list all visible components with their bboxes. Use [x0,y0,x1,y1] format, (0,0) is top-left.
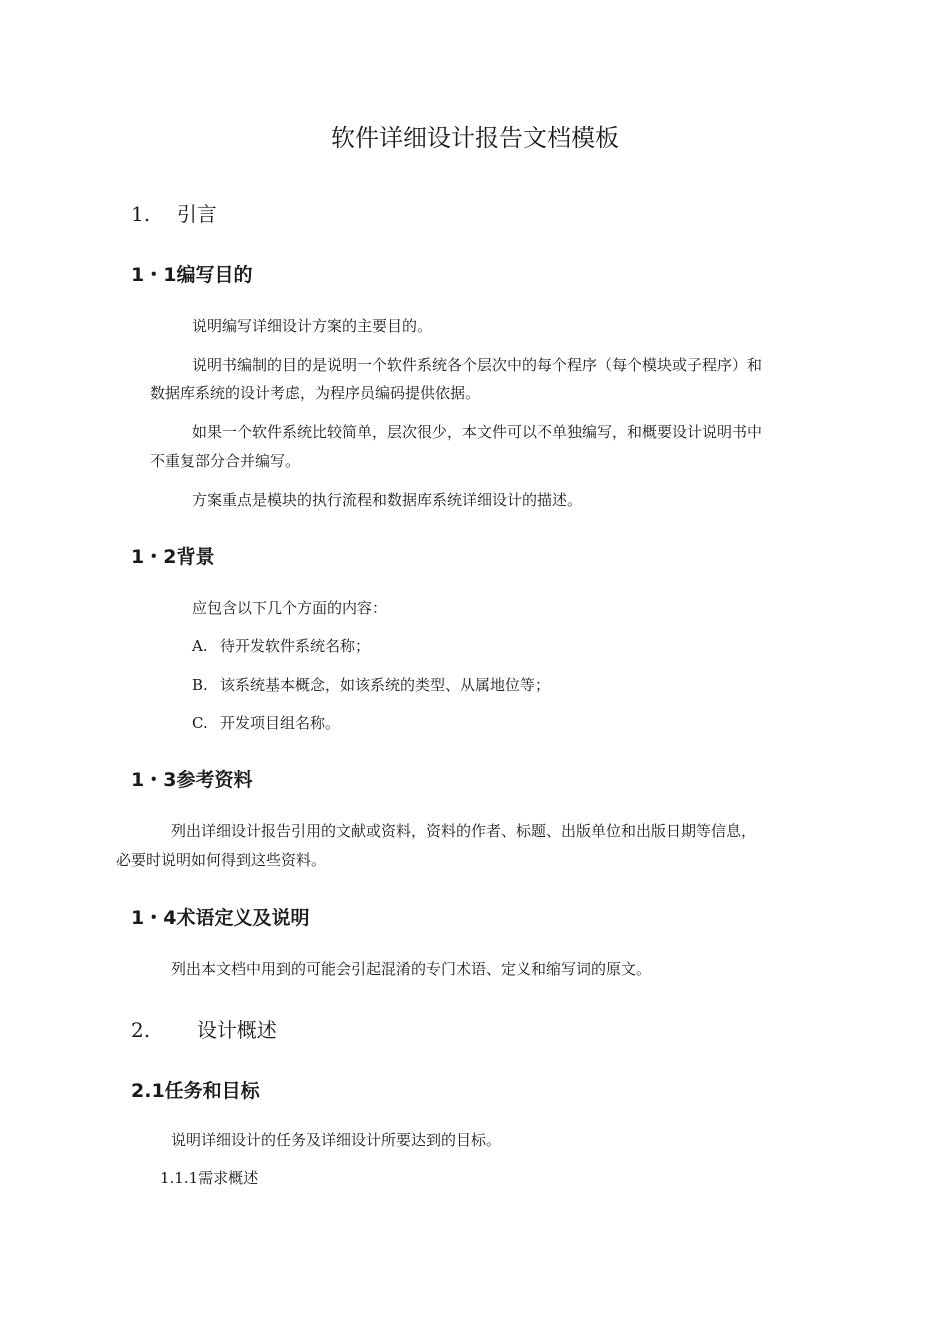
section-2-heading [131,1014,277,1043]
list-item-marker: A. [192,637,208,655]
section-1-1-heading: 1・1编写目的 [131,264,253,286]
list-item-text: 待开发软件系统名称； [220,637,371,655]
section-2-number: 2. [131,1018,151,1042]
section-1-3-paragraph-line-2: 必要时说明如何得到这些资料。 [116,851,327,869]
section-2-1-paragraph: 说明详细设计的任务及详细设计所要达到的目标。 [171,1131,502,1149]
section-1-4-heading: 1・4术语定义及说明 [131,907,310,929]
list-item-text: 该系统基本概念，如该系统的类型、从属地位等； [220,676,551,694]
list-item [192,709,340,738]
section-1-3-paragraph-line-1: 列出详细设计报告引用的文献或资料，资料的作者、标题、出版单位和出版日期等信息， [171,822,757,840]
section-1-3-heading: 1・3参考资料 [131,769,253,791]
section-2-title: 设计概述 [196,1018,277,1042]
section-1-1-paragraph-1: 说明编写详细设计方案的主要目的。 [192,317,433,335]
section-1-1-paragraph-4: 方案重点是模块的执行流程和数据库系统详细设计的描述。 [192,491,583,509]
section-1-1-paragraph-3-line-2: 不重复部分合并编写。 [150,452,301,470]
section-1-2-intro: 应包含以下几个方面的内容： [192,599,388,617]
list-item-marker: C. [192,714,208,732]
section-1-4-paragraph: 列出本文档中用到的可能会引起混淆的专门术语、定义和缩写词的原文。 [171,960,652,978]
section-1-number: 1. [131,202,151,226]
document-title: 软件详细设计报告文档模板 [331,124,619,152]
list-item-text: 开发项目组名称。 [220,714,341,732]
section-1-1-paragraph-2-line-1: 说明书编制的目的是说明一个软件系统各个层次中的每个程序（每个模块或子程序）和 [192,356,763,374]
list-item [192,632,370,661]
section-1-heading [131,198,217,227]
section-1-2-heading: 1・2背景 [131,546,215,568]
subsection-heading: 1.1.1需求概述 [160,1169,259,1187]
list-item [192,671,550,700]
section-2-1-heading: 2.1任务和目标 [131,1080,260,1102]
section-1-1-paragraph-2-line-2: 数据库系统的设计考虑，为程序员编码提供依据。 [150,384,481,402]
section-1-1-paragraph-3-line-1: 如果一个软件系统比较简单，层次很少，本文件可以不单独编写，和概要设计说明书中 [192,423,763,441]
list-item-marker: B. [192,676,208,694]
section-1-title: 引言 [176,202,217,226]
